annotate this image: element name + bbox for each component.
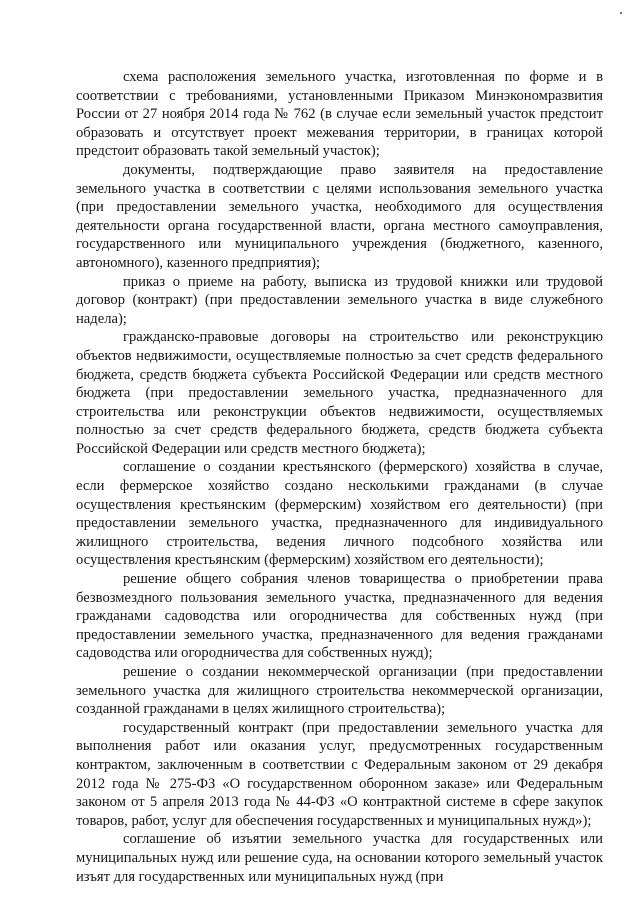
document-body bbox=[76, 68, 603, 886]
scan-speck bbox=[620, 12, 622, 14]
paragraph-civil-contracts: гражданско-правовые договоры на строительство или реконструкцию объектов недвижимости, осуществляемые полностью за счет средств федерального бюджета, средств бюджета субъекта Российской Федерации или средств местного бюджета (при предоставлении земельного участка, предназначенного для строительства или реконструкции объектов недвижимости, осуществляемых полностью за счет средств федерального бюджета, средств бюджета субъекта Российской Федерации или средств местного бюджета); bbox=[76, 329, 603, 457]
paragraph-land-plot-scheme: схема расположения земельного участка, изготовленная по форме и в соответствии с требованиями, установленными Приказом Минэкономразвития России от 27 ноября 2014 года № 762 (в случае если земельный участок предстоит образовать и отсутствует проект межевания территории, в границах которой предстоит образовать такой земельный участок); bbox=[76, 69, 603, 160]
paragraph-partnership-decision: решение общего собрания членов товарищества о приобретении права безвозмездного пользования земельного участка, предназначенного для ведения гражданами садоводства или огородничества для собственных нужд (при предоставлении земельного участка, предназначенного для ведения гражданами садоводства или огородничества для собственных нужд); bbox=[76, 571, 603, 662]
paragraph-employment-order: приказ о приеме на работу, выписка из трудовой книжки или трудовой договор (контракт) (при предоставлении земельного участка в виде служебного надела); bbox=[76, 273, 603, 327]
paragraph-state-contract: государственный контракт (при предоставлении земельного участка для выполнения работ или оказания услуг, предусмотренных государственным контрактом, заключенным в соответствии с Федеральным законом от 29 декабря 2012 года № 275-ФЗ «О государственном оборонном заказе» или Федеральным законом от 5 апреля 2013 года № 44-ФЗ «О контрактной системе в сфере закупок товаров, работ, услуг для обеспечения государственных и муниципальных нужд»); bbox=[76, 719, 603, 829]
paragraph-nonprofit-decision: решение о создании некоммерческой организации (при предоставлении земельного участка для жилищного строительства некоммерческой организации, созданной гражданами в целях жилищного строительства); bbox=[76, 664, 603, 718]
paragraph-right-confirming-documents: документы, подтверждающие право заявителя на предоставление земельного участка в соответствии с целями использования земельного участка (при предоставлении земельного участка, необходимого для осуществления деятельности органа государственной власти, органа местного самоуправления, государственного или муниципального учреждения (бюджетного, казенного, автономного), казенного предприятия); bbox=[76, 161, 603, 271]
paragraph-farm-agreement: соглашение о создании крестьянского (фермерского) хозяйства в случае, если фермерское хозяйство создано несколькими гражданами (в случае осуществления крестьянским (фермерским) хозяйством его деятельности) (при предоставлении земельного участка, предназначенного для индивидуального жилищного строительства, ведения личного подсобного хозяйства или осуществления крестьянским (фермерским) хозяйством его деятельности); bbox=[76, 459, 603, 569]
paragraph-seizure-agreement: соглашение об изъятии земельного участка для государственных или муниципальных нужд или решение суда, на основании которого земельный участок изъят для государственных или муниципальных нужд (при bbox=[76, 831, 603, 885]
